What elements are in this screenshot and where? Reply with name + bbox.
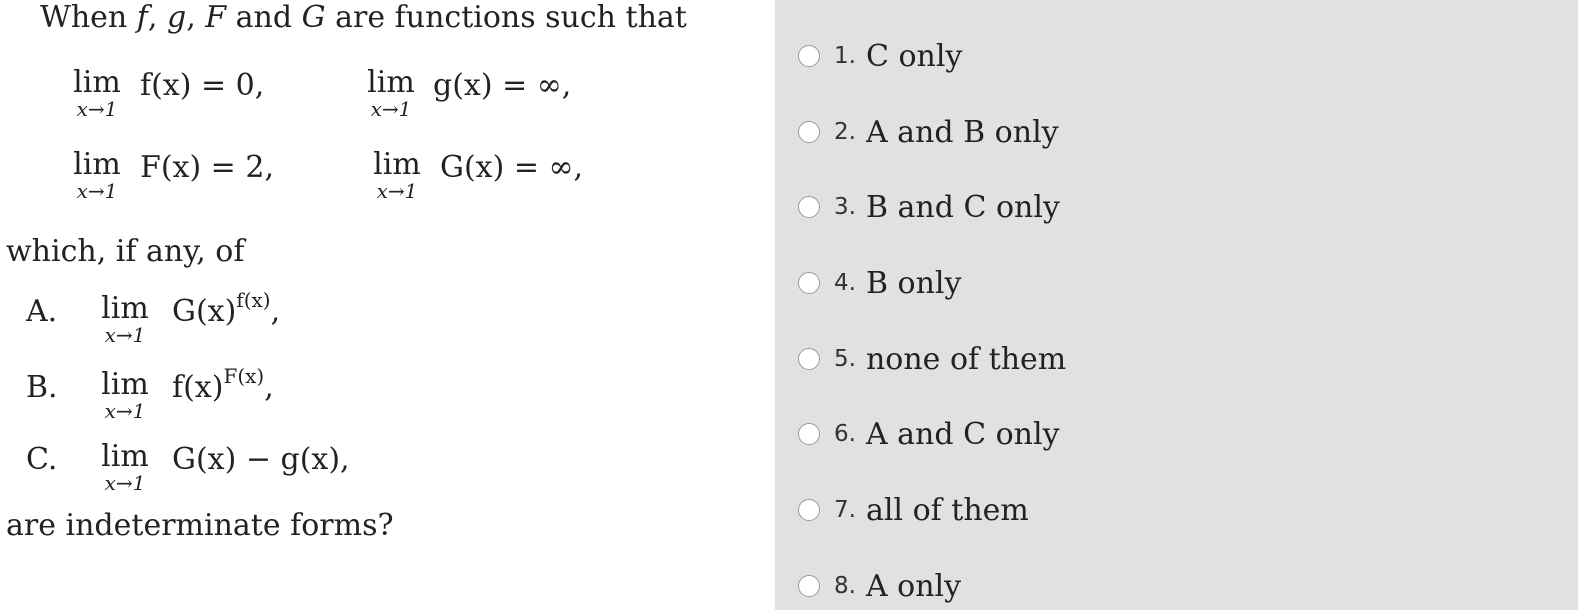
lim-word: lim [373, 147, 421, 182]
item-b-letter: B. [26, 370, 58, 405]
option-label: A and C only [865, 416, 1060, 452]
option-5[interactable] [798, 339, 1066, 379]
item-c-letter: C. [26, 442, 58, 477]
lim-subscript: x→1 [76, 179, 118, 203]
option-number: 2. [834, 119, 856, 145]
radio-button[interactable] [798, 575, 820, 597]
expr-exponent: f(x) [236, 288, 271, 312]
radio-button[interactable] [798, 196, 820, 218]
intro-end: are functions such that [335, 0, 687, 35]
lim-word: lim [73, 147, 121, 182]
expr-tail: , [270, 294, 281, 329]
option-label: B only [865, 265, 962, 301]
option-number: 6. [834, 421, 856, 447]
option-number: 4. [834, 270, 856, 296]
limit-G-expression: G(x) = ∞, [440, 150, 584, 185]
item-a-operator [90, 291, 160, 347]
option-3[interactable] [798, 187, 1060, 227]
limit-g-expression: g(x) = ∞, [433, 68, 572, 103]
option-number: 8. [834, 573, 856, 599]
option-8[interactable] [798, 566, 961, 606]
item-a-expression [172, 288, 281, 329]
option-1[interactable] [798, 36, 962, 76]
lim-word: lim [101, 367, 149, 402]
lim-word: lim [367, 65, 415, 100]
option-label: B and C only [865, 189, 1060, 225]
expr-tail: , [264, 370, 274, 405]
item-c-operator [90, 439, 160, 495]
option-number: 1. [834, 43, 856, 69]
expr-exponent: F(x) [223, 364, 265, 388]
option-label: C only [865, 38, 963, 74]
var-f: f [136, 0, 148, 35]
option-number: 5. [834, 346, 856, 372]
radio-button[interactable] [798, 423, 820, 445]
radio-button[interactable] [798, 45, 820, 67]
item-b-expression [172, 364, 274, 405]
option-label: none of them [865, 341, 1067, 377]
lim-subscript: x→1 [104, 323, 146, 347]
expr-base: G(x) [172, 294, 237, 329]
expr-base: G(x) − g(x) [172, 442, 341, 477]
lim-subscript: x→1 [104, 399, 146, 423]
option-number: 3. [834, 194, 856, 220]
expr-tail: , [340, 442, 350, 477]
lim-subscript: x→1 [376, 179, 418, 203]
lim-word: lim [73, 65, 121, 100]
radio-button[interactable] [798, 348, 820, 370]
lim-subscript: x→1 [76, 97, 118, 121]
radio-button[interactable] [798, 121, 820, 143]
option-6[interactable] [798, 414, 1060, 454]
option-number: 7. [834, 497, 856, 523]
question-panel [0, 0, 775, 610]
lim-word: lim [101, 291, 149, 326]
item-a-letter: A. [26, 294, 58, 329]
lim-word: lim [101, 439, 149, 474]
var-F: F [205, 0, 227, 35]
radio-button[interactable] [798, 499, 820, 521]
radio-button[interactable] [798, 272, 820, 294]
question-intro: When f, g, F and G are functions such that [40, 0, 687, 35]
limit-f-expression: f(x) = 0, [140, 68, 265, 103]
option-4[interactable] [798, 263, 961, 303]
item-b-operator [90, 367, 160, 423]
option-label: A and B only [865, 114, 1059, 150]
var-g: g [166, 0, 187, 35]
closing-text: are indeterminate forms? [6, 508, 394, 543]
limit-f-operator [62, 65, 132, 121]
option-2[interactable] [798, 112, 1059, 152]
var-G: G [301, 0, 326, 35]
option-7[interactable] [798, 490, 1029, 530]
lim-subscript: x→1 [370, 97, 412, 121]
intro-word: When [40, 0, 128, 35]
limit-G-operator [362, 147, 432, 203]
lim-subscript: x→1 [104, 471, 146, 495]
limit-F-operator [62, 147, 132, 203]
and-word: and [235, 0, 293, 35]
option-label: A only [865, 568, 962, 604]
limit-F-expression: F(x) = 2, [140, 150, 274, 185]
item-c-expression [172, 442, 350, 477]
limit-g-operator [356, 65, 426, 121]
which-text: which, if any, of [6, 234, 245, 269]
option-label: all of them [865, 492, 1029, 528]
expr-base: f(x) [172, 370, 224, 405]
